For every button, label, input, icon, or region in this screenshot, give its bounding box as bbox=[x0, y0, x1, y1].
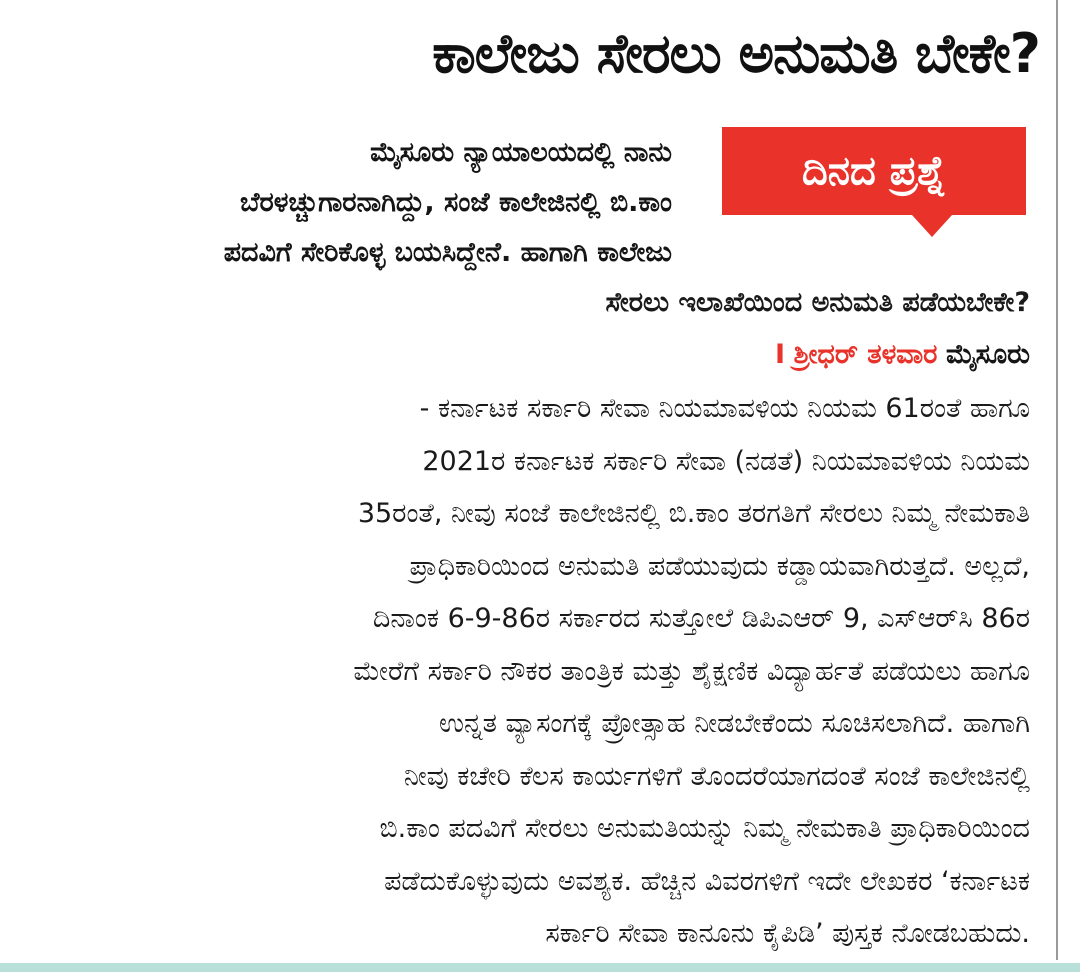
bottom-band bbox=[0, 963, 1080, 972]
byline-bar: I bbox=[775, 339, 786, 370]
badge-pointer bbox=[912, 215, 952, 237]
section-badge bbox=[722, 127, 1026, 215]
byline-author: ಶ್ರೀಧರ್ ತಳವಾರ bbox=[793, 339, 938, 370]
answer-line: ಸರ್ಕಾರಿ ಸೇವಾ ಕಾನೂನು ಕೈಪಿಡಿ’ ಪುಸ್ತಕ ನೋಡಬಹುದು. bbox=[545, 918, 1030, 949]
answer-line: ಪ್ರಾಧಿಕಾರಿಯಿಂದ ಅನುಮತಿ ಪಡೆಯುವುದು ಕಡ್ಡಾಯವಾಗಿರುತ್ತದೆ. ಅಲ್ಲದೆ, bbox=[409, 550, 1030, 582]
question-line: ಪದವಿಗೆ ಸೇರಿಕೊಳ್ಳ ಬಯಸಿದ್ದೇನೆ. ಹಾಗಾಗಿ ಕಾಲೇಜು bbox=[223, 237, 672, 268]
answer-line: ಪಡೆದುಕೊಳ್ಳುವುದು ಅವಶ್ಯಕ. ಹೆಚ್ಚಿನ ವಿವರಗಳಿಗೆ ಇದೇ ಲೇಖಕರ ‘ಕರ್ನಾಟಕ bbox=[384, 865, 1030, 897]
answer-line: ಬಿ.ಕಾಂ ಪದವಿಗೆ ಸೇರಲು ಅನುಮತಿಯನ್ನು ನಿಮ್ಮ ನೇಮಕಾತಿ ಪ್ರಾಧಿಕಾರಿಯಿಂದ bbox=[379, 813, 1030, 844]
column-divider bbox=[1056, 0, 1058, 960]
answer-line: ಉನ್ನತ ವ್ಯಾಸಂಗಕ್ಕೆ ಪ್ರೋತ್ಸಾಹ ನೀಡಬೇಕೆಂದು ಸೂಚಿಸಲಾಗಿದೆ. ಹಾಗಾಗಿ bbox=[438, 708, 1030, 739]
answer-line: ಮೇರೆಗೆ ಸರ್ಕಾರಿ ನೌಕರ ತಾಂತ್ರಿಕ ಮತ್ತು ಶೈಕ್ಷಣಿಕ ವಿದ್ಯಾರ್ಹತೆ ಪಡೆಯಲು ಹಾಗೂ bbox=[353, 655, 1030, 687]
question-line: ಮೈಸೂರು ನ್ಯಾಯಾಲಯದಲ್ಲಿ ನಾನು bbox=[370, 137, 672, 168]
answer-block bbox=[0, 383, 1030, 961]
byline-place: ಮೈಸೂರು bbox=[946, 339, 1030, 370]
answer-line: ನೀವು ಕಚೇರಿ ಕೆಲಸ ಕಾರ್ಯಗಳಿಗೆ ತೊಂದರೆಯಾಗದಂತೆ ಸಂಜೆ ಕಾಲೇಜಿನಲ್ಲಿ bbox=[403, 760, 1030, 792]
answer-line: 2021ರ ಕರ್ನಾಟಕ ಸರ್ಕಾರಿ ಸೇವಾ (ನಡತೆ) ನಿಯಮಾವಳಿಯ ನಿಯಮ bbox=[422, 445, 1030, 477]
question-line: ಬೆರಳಚ್ಚುಗಾರನಾಗಿದ್ದು, ಸಂಜೆ ಕಾಲೇಜಿನಲ್ಲಿ ಬಿ.ಕಾಂ bbox=[239, 187, 672, 218]
byline bbox=[0, 330, 1030, 380]
answer-line: ದಿನಾಂಕ 6-9-86ರ ಸರ್ಕಾರದ ಸುತ್ತೋಲೆ ಡಿಪಿಎಆರ್ 9, ಎಸ್ಆರ್‌ಸಿ 86ರ bbox=[372, 603, 1030, 634]
section-badge-label: ದಿನದ ಪ್ರಶ್ನೆ bbox=[801, 148, 947, 194]
answer-line: 35ರಂತೆ, ನೀವು ಸಂಜೆ ಕಾಲೇಜಿನಲ್ಲಿ ಬಿ.ಕಾಂ ತರಗತಿಗೆ ಸೇರಲು ನಿಮ್ಮ ನೇಮಕಾತಿ bbox=[357, 498, 1030, 529]
question-block bbox=[0, 128, 672, 278]
article-headline: ಕಾಲೇಜು ಸೇರಲು ಅನುಮತಿ ಬೇಕೇ? bbox=[432, 22, 1040, 85]
question-last-line: ಸೇರಲು ಇಲಾಖೆಯಿಂದ ಅನುಮತಿ ಪಡೆಯಬೇಕೇ? bbox=[605, 287, 1030, 318]
answer-line: - ಕರ್ನಾಟಕ ಸರ್ಕಾರಿ ಸೇವಾ ನಿಯಮಾವಳಿಯ ನಿಯಮ 61ರಂತೆ ಹಾಗೂ bbox=[419, 393, 1030, 424]
